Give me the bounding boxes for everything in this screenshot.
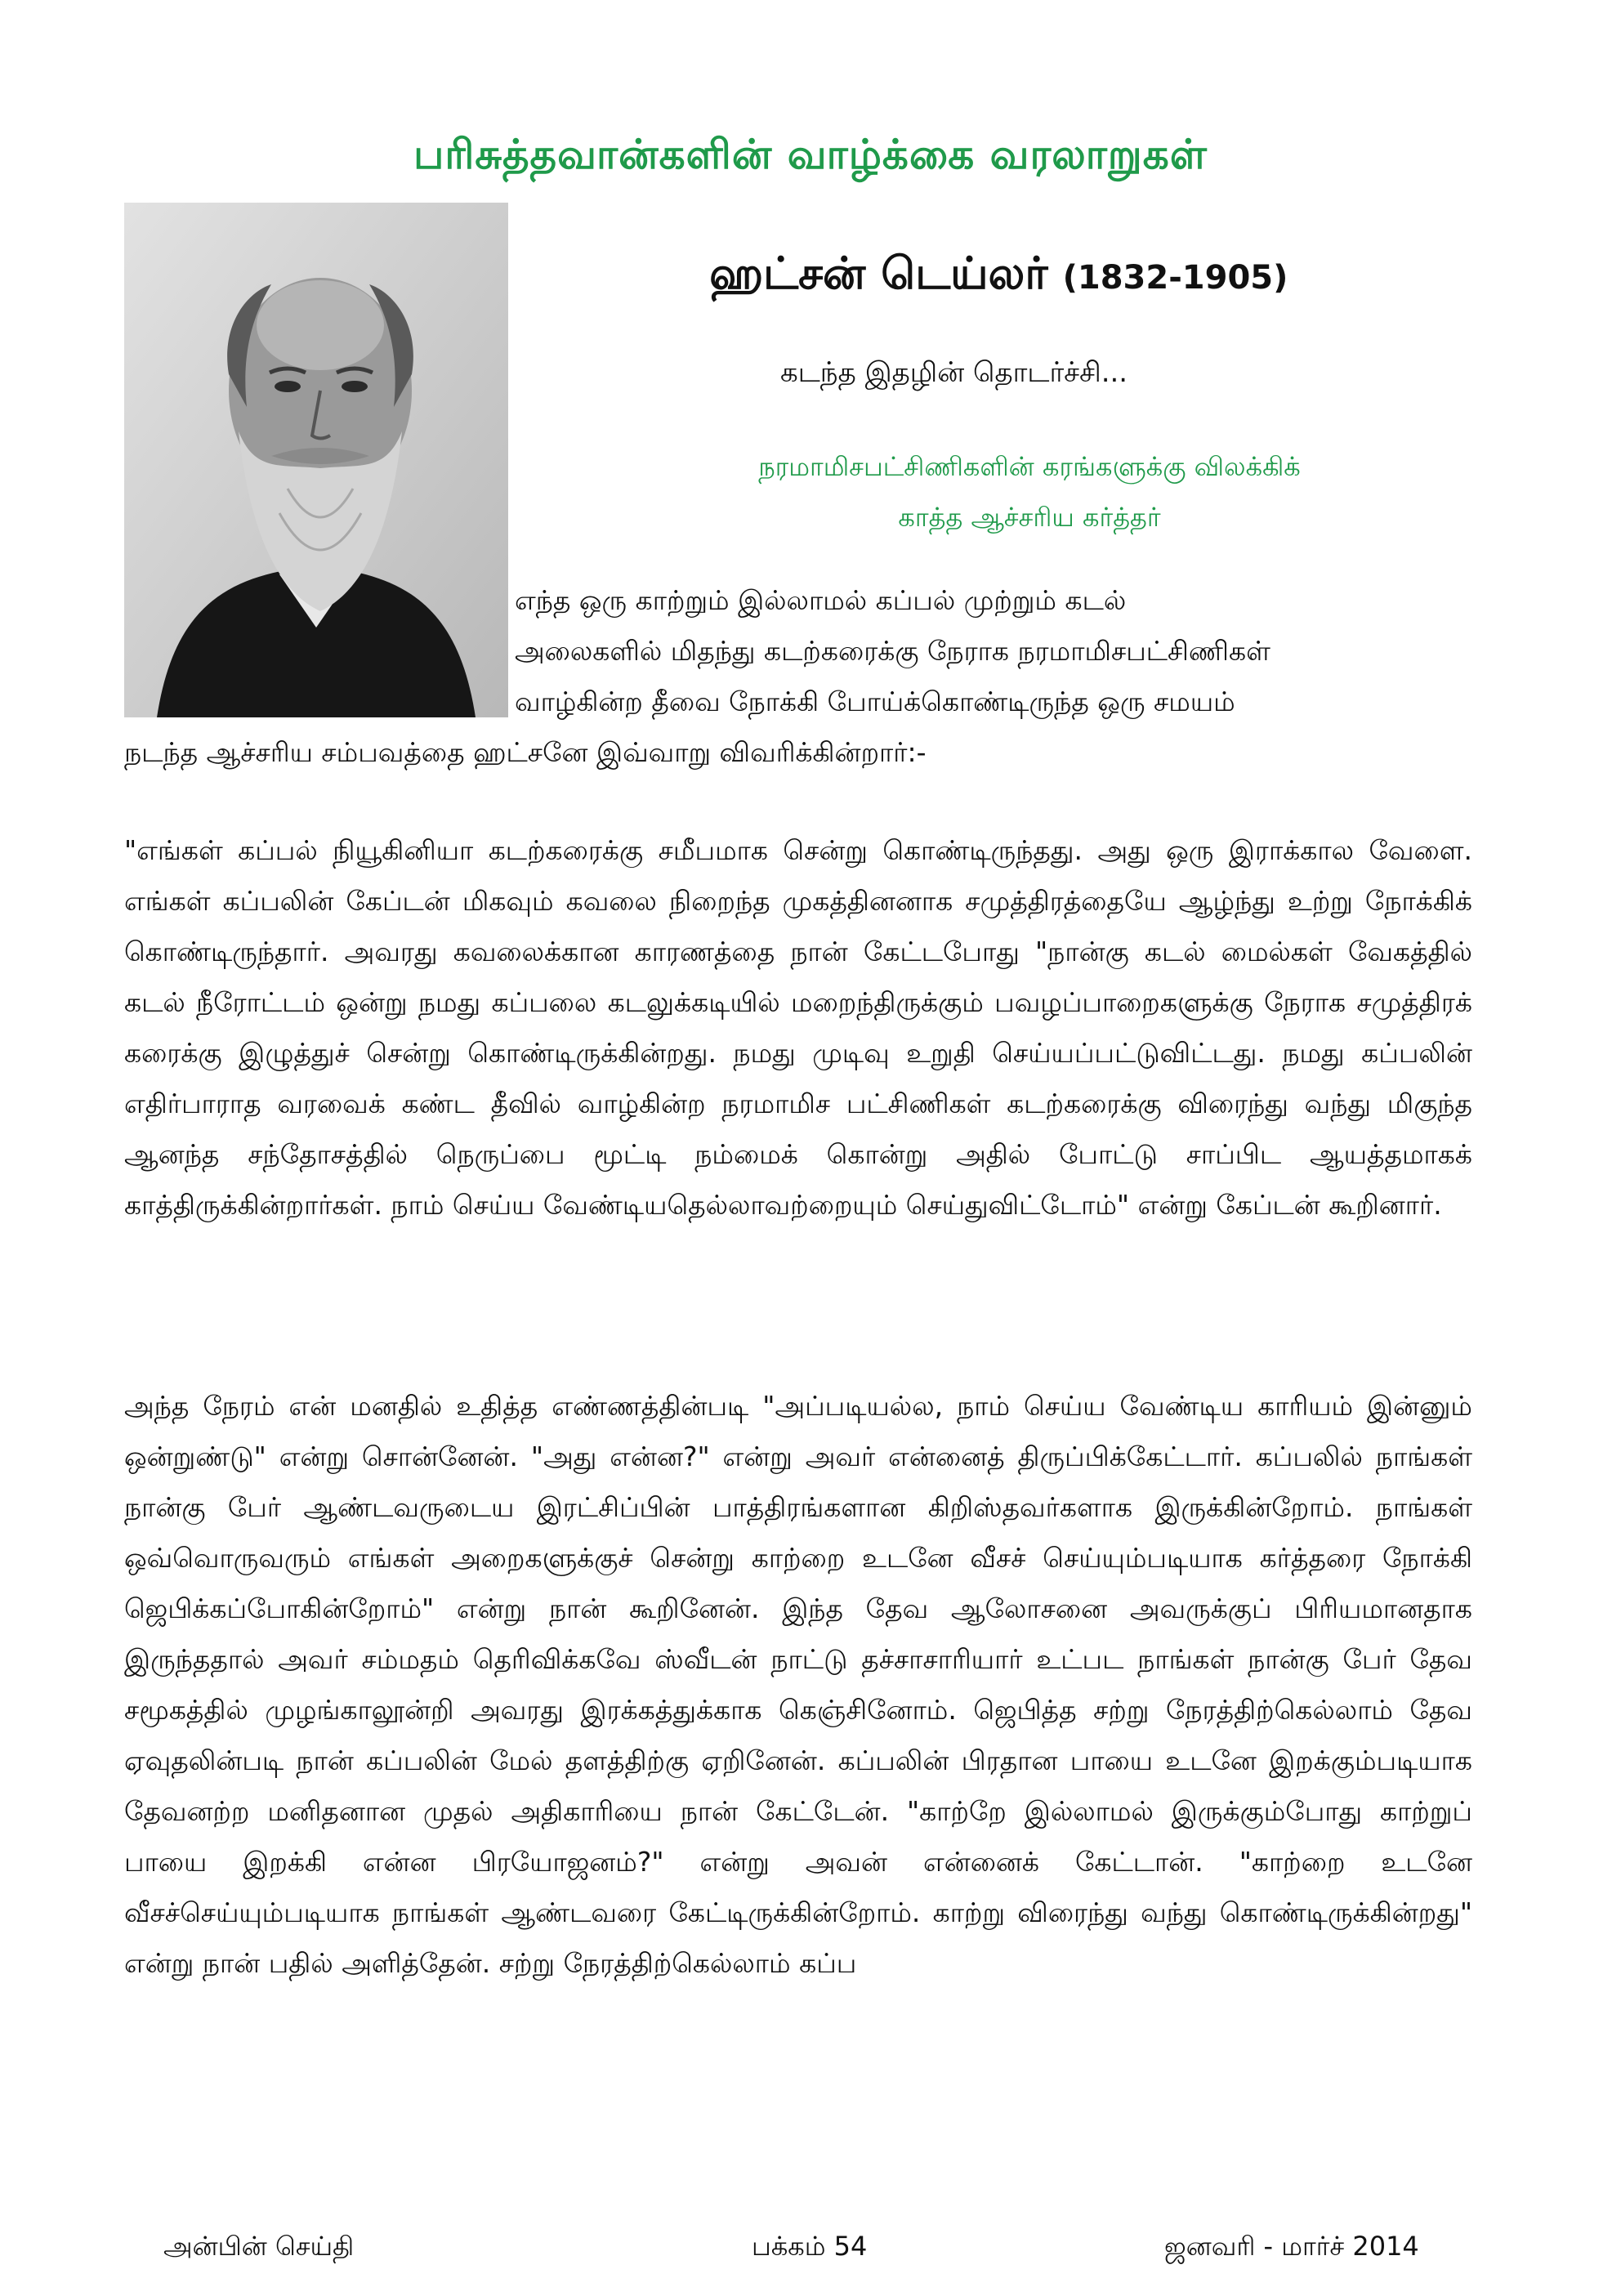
intro-line-3: வாழ்கின்ற தீவை நோக்கி போய்க்கொண்டிருந்த ஒரு சமயம் xyxy=(515,686,1235,717)
page-title: பரிசுத்தவான்களின் வாழ்க்கை வரலாறுகள் xyxy=(413,131,1208,178)
intro-line-2: அலைகளில் மிதந்து கடற்கரைக்கு நேராக நரமாமிசபட்சிணிகள் xyxy=(515,635,1270,667)
portrait-image xyxy=(124,203,508,717)
portrait-photo xyxy=(124,203,508,717)
body-paragraph-2: அந்த நேரம் என் மனதில் உதித்த எண்ணத்தின்படி "அப்படியல்ல, நாம் செய்ய வேண்டிய காரியம் இன்னும் ஒன்றுண்டு" என்று சொன்னேன். "அது என்ன?" என்று அவர் என்னைத் திருப்பிக்கேட்டார். கப்பலில் நாங்கள் நான்கு பேர் ஆண்டவருடைய இரட்சிப்பின் பாத்திரங்களான கிறிஸ்தவர்களாக இருக்கின்றோம். நாங்கள் ஒவ்வொருவரும் எங்கள் அறைகளுக்குச் சென்று காற்றை உடனே வீசச் செய்யும்படியாக கர்த்தரை நோக்கி ஜெபிக்கப்போகின்றோம்" என்று நான் கூறினேன். இந்த தேவ ஆலோசனை அவருக்குப் பிரியமானதாக இருந்ததால் அவர் சம்மதம் தெரிவிக்கவே ஸ்வீடன் நாட்டு தச்சாசாரியார் உட்பட நாங்கள் நான்கு பேர் தேவ சமூகத்தில் முழங்காலூன்றி அவரது இரக்கத்துக்காக கெஞ்சினோம். ஜெபித்த சற்று நேரத்திற்கெல்லாம் தேவ ஏவுதலின்படி நான் கப்பலின் மேல் தளத்திற்கு ஏறினேன். கப்பலின் பிரதான பாயை உடனே இறக்கும்படியாக தேவனற்ற மனிதனான முதல் அதிகாரியை நான் கேட்டேன். "காற்றே இல்லாமல் இருக்கும்போது காற்றுப் பாயை இறக்கி என்ன பிரயோஜனம்?" என்று அவன் என்னைக் கேட்டான். "காற்றை உடனே வீசச்செய்யும்படியாக நாங்கள் ஆண்டவரை கேட்டிருக்கின்றோம். காற்று விரைந்து வந்து கொண்டிருக்கின்றது" என்று நான் பதில் அளித்தேன். சற்று நேரத்திற்கெல்லாம் கப்ப xyxy=(124,1390,1472,1979)
intro-paragraph xyxy=(515,575,1472,727)
section-subheading xyxy=(621,441,1438,543)
body-paragraph-1: "எங்கள் கப்பல் நியூகினியா கடற்கரைக்கு சமீபமாக சென்று கொண்டிருந்தது. அது ஒரு இராக்கால வேளை. எங்கள் கப்பலின் கேப்டன் மிகவும் கவலை நிறைந்த முகத்தினனாக சமுத்திரத்தையே ஆழ்ந்து உற்று நோக்கிக் கொண்டிருந்தார். அவரது கவலைக்கான காரணத்தை நான் கேட்டபோது "நான்கு கடல் மைல்கள் வேகத்தில் கடல் நீரோட்டம் ஒன்று நமது கப்பலை கடலுக்கடியில் மறைந்திருக்கும் பவழப்பாறைகளுக்கு நேராக சமுத்திரக் கரைக்கு இழுத்துச் சென்று கொண்டிருக்கின்றது. நமது முடிவு உறுதி செய்யப்பட்டுவிட்டது. நமது கப்பலின் எதிர்பாராத வரவைக் கண்ட தீவில் வாழ்கின்ற நரமாமிச பட்சிணிகள் கடற்கரைக்கு விரைந்து வந்து மிகுந்த ஆனந்த சந்தோசத்தில் நெருப்பை மூட்டி நம்மைக் கொன்று அதில் போட்டு சாப்பிட ஆயத்தமாகக் காத்திருக்கின்றார்கள். நாம் செய்ய வேண்டியதெல்லாவற்றையும் செய்துவிட்டோம்" என்று கேப்டன் கூறினார். xyxy=(124,834,1472,1221)
continued-note: கடந்த இதழின் தொடர்ச்சி... xyxy=(780,356,1128,389)
intro-line-1: எந்த ஒரு காற்றும் இல்லாமல் கப்பல் முற்றும் கடல் xyxy=(515,584,1127,616)
subject-name: ஹட்சன் டெய்லர் xyxy=(709,248,1048,299)
subject-years: (1832-1905) xyxy=(1062,259,1288,297)
footer-page-number: பக்கம் 54 xyxy=(752,2231,868,2262)
subheading-line-1: நரமாமிசபட்சிணிகளின் கரங்களுக்கு விலக்கிக் xyxy=(758,451,1301,482)
footer-publication: அன்பின் செய்தி xyxy=(163,2231,355,2262)
footer-issue-date: ஜனவரி - மார்ச் 2014 xyxy=(1164,2231,1419,2262)
subject-heading xyxy=(709,248,1288,306)
intro-paragraph-end: நடந்த ஆச்சரிய சம்பவத்தை ஹட்சனே இவ்வாறு விவரிக்கின்றார்:- xyxy=(124,736,927,768)
subheading-line-2: காத்த ஆச்சரிய கர்த்தர் xyxy=(898,502,1161,533)
